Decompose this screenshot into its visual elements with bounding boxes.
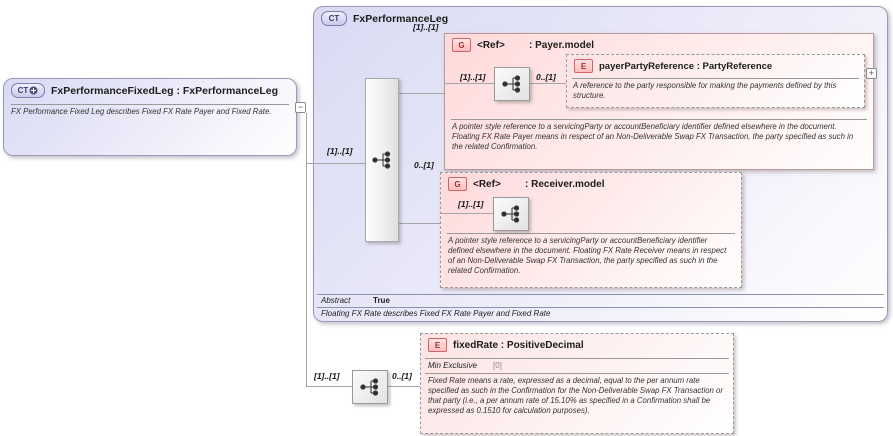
performance-leg-documentation: Floating FX Rate describes Fixed FX Rate Payer and Fixed Rate xyxy=(321,309,551,318)
group-doc-separator xyxy=(451,119,867,120)
element-icon: E xyxy=(574,59,593,73)
inner-connector-line xyxy=(445,83,494,84)
payer-group-header xyxy=(445,34,873,52)
cardinality-label: [1]..[1] xyxy=(460,72,486,82)
sequence-glyph-icon xyxy=(359,377,381,397)
ct-icon-label: CT xyxy=(17,86,29,95)
element-icon: E xyxy=(428,338,447,352)
group-icon: G xyxy=(452,38,471,52)
connector-line-to-fixedrate-element xyxy=(386,386,420,387)
connector-trunk-line xyxy=(306,113,307,386)
payer-group-type: : Payer.model xyxy=(529,39,595,51)
cardinality-label: 0..[1] xyxy=(414,160,434,170)
payer-party-reference-title: payerPartyReference : PartyReference xyxy=(599,60,773,72)
fixed-leg-header xyxy=(4,79,296,98)
sequence-compositor-icon[interactable] xyxy=(352,370,388,404)
sequence-compositor-icon[interactable] xyxy=(494,67,530,101)
receiver-group-type: : Receiver.model xyxy=(525,178,605,190)
sequence-compositor-icon[interactable] xyxy=(493,197,529,231)
fixed-leg-description: FX Performance Fixed Leg describes Fixed FX Rate Payer and Fixed Rate. xyxy=(11,107,272,116)
cardinality-label: 0..[1] xyxy=(536,72,556,82)
sequence-compositor-icon[interactable] xyxy=(365,78,399,242)
connector-line-to-fixedrate-sequence xyxy=(306,386,352,387)
expand-toggle-icon[interactable]: + xyxy=(866,68,877,79)
connector-line-to-sequence xyxy=(306,163,365,164)
performance-leg-header xyxy=(314,7,887,26)
payer-party-reference-element-box[interactable] xyxy=(566,54,865,108)
receiver-group-box[interactable] xyxy=(440,172,742,288)
abstract-label: Abstract xyxy=(321,296,351,305)
cardinality-label: [1]..[1] xyxy=(327,146,353,156)
payer-group-name: <Ref> xyxy=(477,39,505,51)
facet-value: [0] xyxy=(493,361,502,370)
payer-group-box[interactable] xyxy=(444,33,874,170)
cardinality-label: [1]..[1] xyxy=(314,371,340,381)
fixed-rate-title: fixedRate : PositiveDecimal xyxy=(453,339,584,351)
receiver-group-name: <Ref> xyxy=(473,178,501,190)
plus-badge-icon xyxy=(29,86,38,95)
abstract-row-bottom-line xyxy=(317,307,884,308)
receiver-group-description: A pointer style reference to a servicingParty or accountBeneficiary identifier defined elsewhere in the document. Floating FX Rate Receiver means in respect of an Non-Deliverable Swap FX Transaction, the party specified as such in the related Confirmation. xyxy=(448,236,727,276)
facet-label: Min Exclusive xyxy=(428,361,477,370)
receiver-group-header xyxy=(441,173,741,191)
sequence-glyph-icon xyxy=(371,150,393,170)
group-icon: G xyxy=(448,177,467,191)
cardinality-label: 0..[1] xyxy=(392,371,412,381)
connector-line-to-payer-group xyxy=(397,93,444,94)
cardinality-label: [1]..[1] xyxy=(458,199,484,209)
header-separator xyxy=(11,104,289,105)
performance-leg-title: FxPerformanceLeg xyxy=(353,12,449,25)
ct-icon-label: CT xyxy=(328,14,340,23)
fixed-leg-type-box[interactable] xyxy=(3,78,297,156)
complex-type-icon xyxy=(321,11,347,26)
sequence-glyph-icon xyxy=(501,74,523,94)
abstract-row-top-line xyxy=(317,294,884,295)
complex-type-plus-icon xyxy=(11,83,45,98)
payer-party-reference-description: A reference to the party responsible for making the payments defined by this structure. xyxy=(573,81,837,101)
fixed-leg-title: FxPerformanceFixedLeg : FxPerformanceLeg xyxy=(51,84,278,97)
element-header xyxy=(567,55,864,73)
connector-line-to-receiver-group xyxy=(397,223,440,224)
sequence-glyph-icon xyxy=(500,204,522,224)
fixed-rate-description: Fixed Rate means a rate, expressed as a decimal, equal to the per annum rate specified as such in the Confirmation for the Non-Deliverable Swap FX Transaction or that party (i.e., a per annum rate of 15.10% as specified in a Confirmation shall be expressed as 0.1510 for calculation purposes). xyxy=(428,376,723,416)
fixed-rate-header xyxy=(421,334,733,352)
facet-row-bottom-line xyxy=(425,373,729,374)
cardinality-label: [1]..[1] xyxy=(413,22,439,32)
abstract-value: True xyxy=(373,296,390,305)
payer-group-description: A pointer style reference to a servicingParty or accountBeneficiary identifier defined elsewhere in the document. Floating FX Rate Payer means in respect of an Non-Deliverable Swap FX Transaction, the party specified as such in the related Confirmation. xyxy=(452,122,854,152)
facet-row-top-line xyxy=(425,358,729,359)
inner-connector-line xyxy=(441,213,493,214)
inner-connector-line xyxy=(528,83,566,84)
group-doc-separator xyxy=(447,233,735,234)
fixed-rate-element-box[interactable] xyxy=(420,333,734,434)
collapse-toggle-icon[interactable]: − xyxy=(295,102,306,113)
header-separator xyxy=(572,78,859,79)
